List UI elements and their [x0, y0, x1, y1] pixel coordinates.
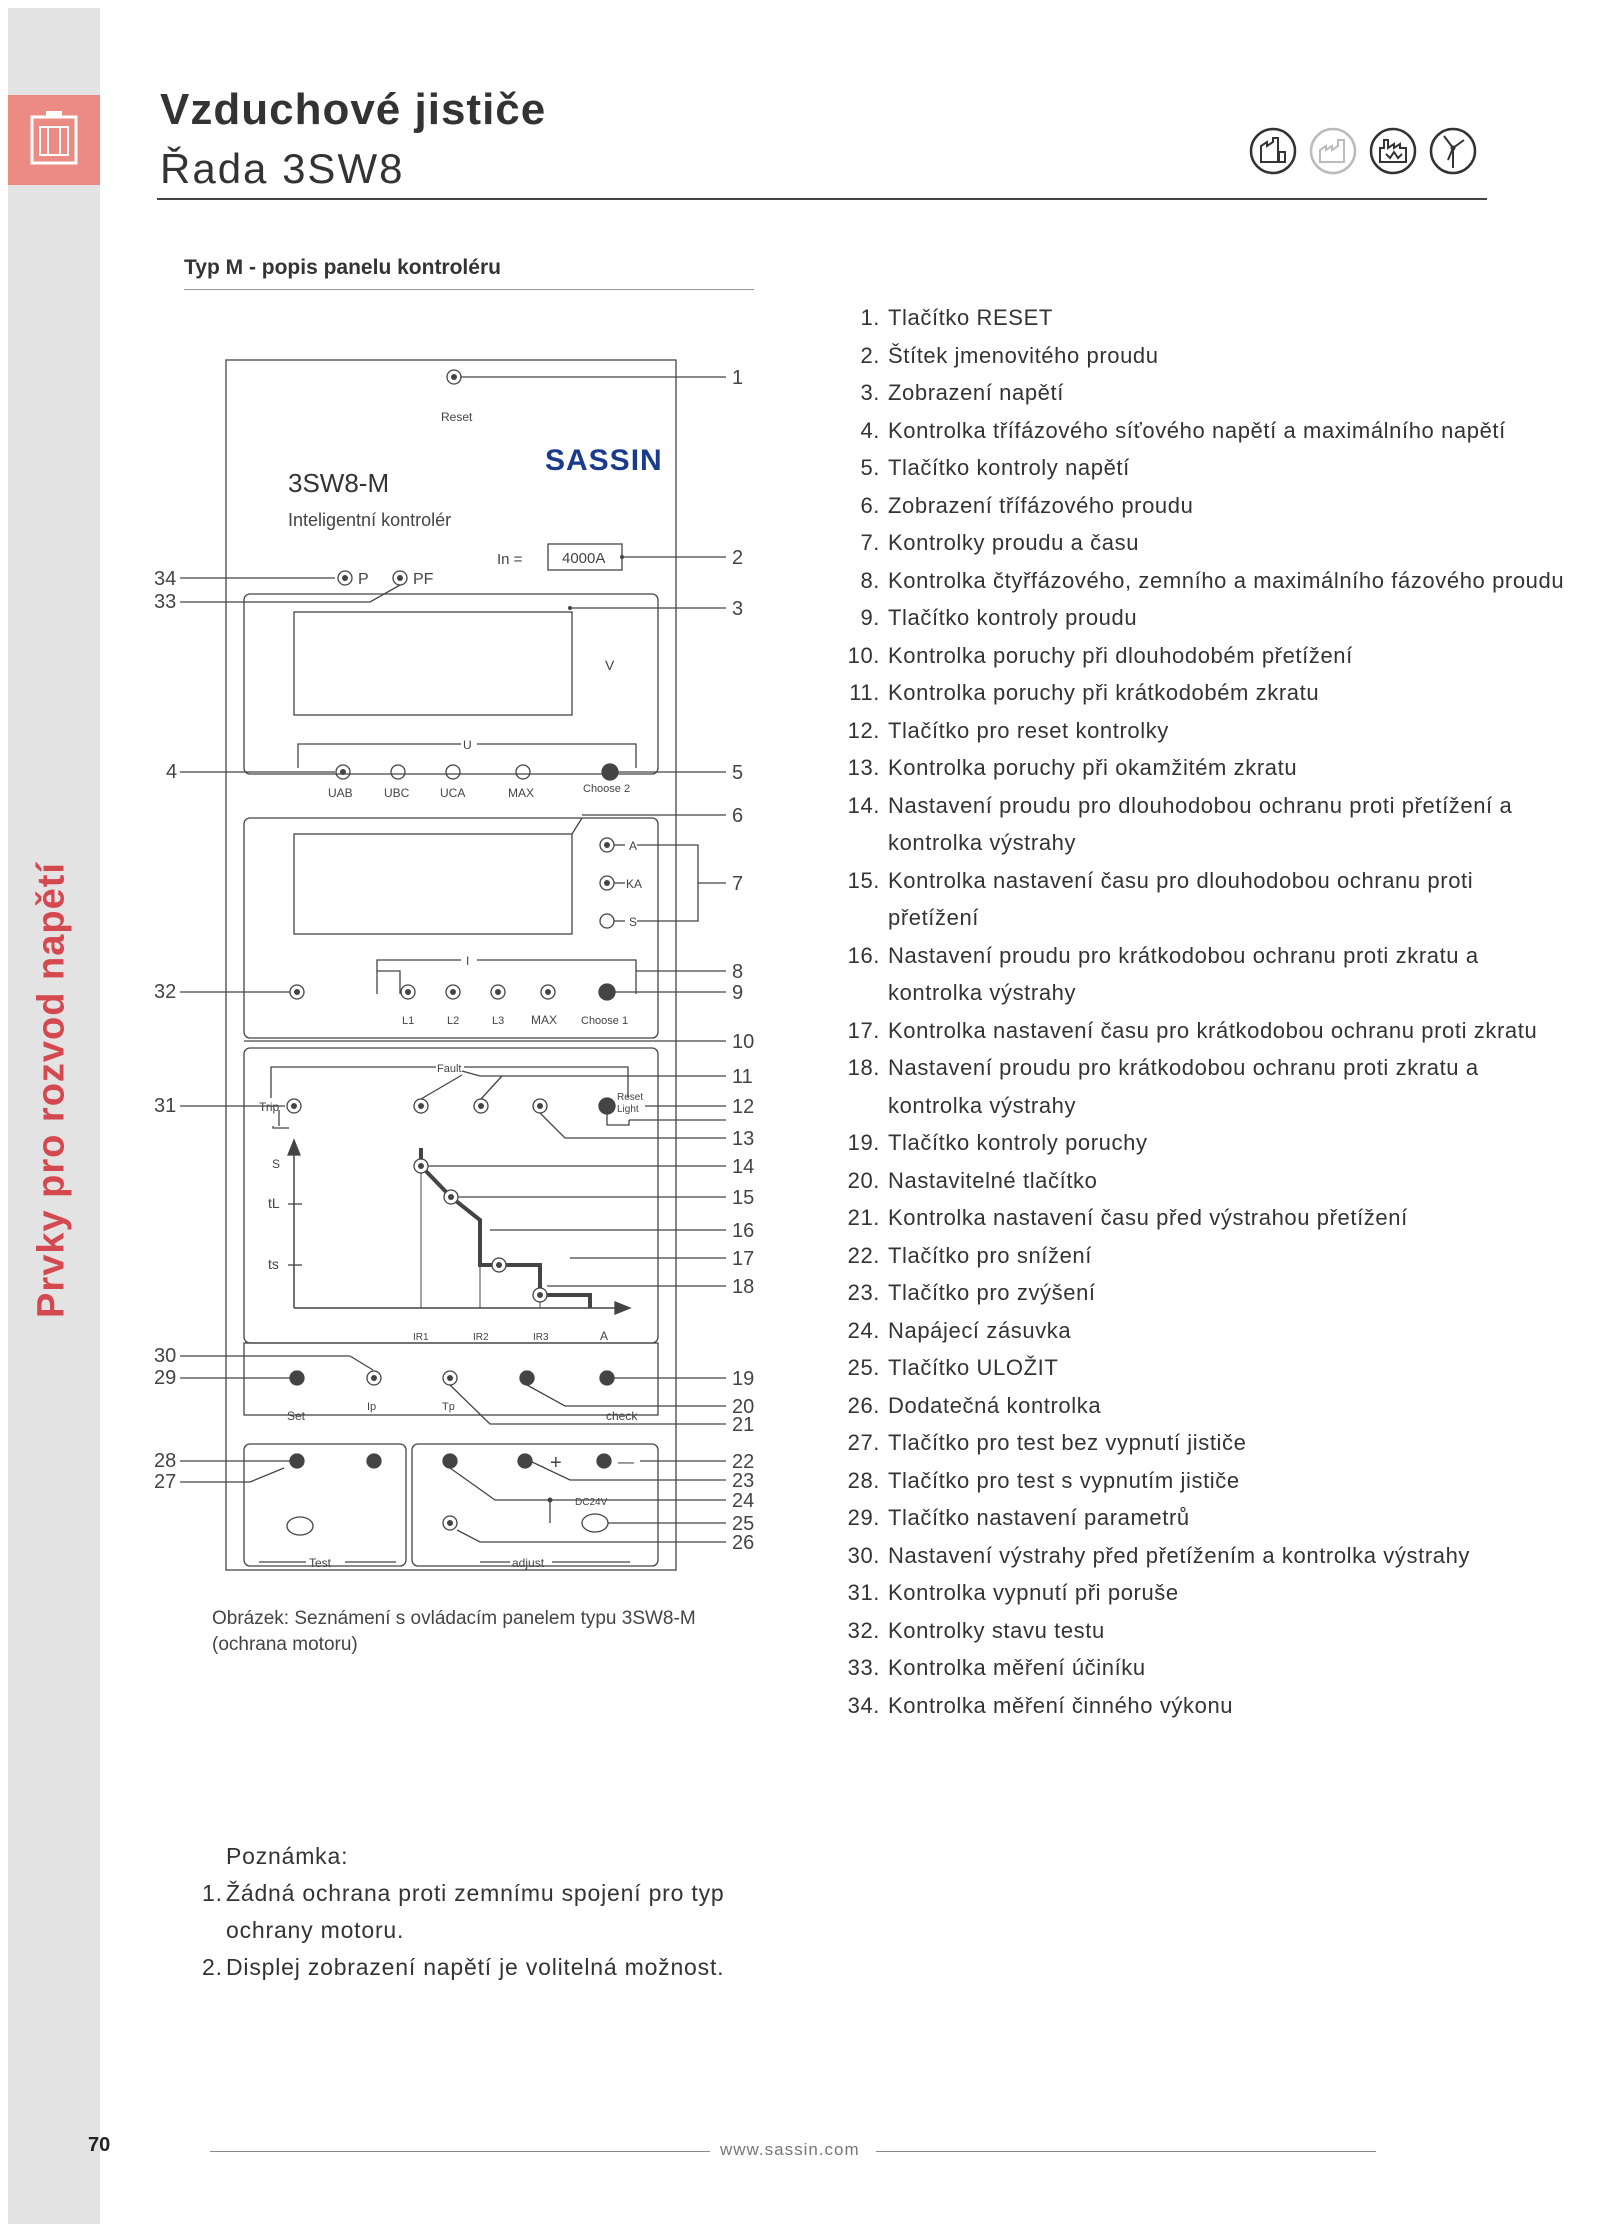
legend-item: 13. Kontrolka poruchy při okamžitém zkratu [847, 755, 1298, 780]
ubc-indicator [391, 765, 405, 779]
ubc-label: UBC [384, 786, 410, 800]
callout-34: 34 [154, 568, 177, 590]
legend-item: 6. Zobrazení třífázového proudu [860, 492, 1194, 518]
dc24v-label: DC24V [575, 1497, 608, 1508]
notes-title: Poznámka: [226, 1843, 349, 1869]
callout-15: 15 [732, 1187, 755, 1209]
power-plant-icon [1368, 126, 1418, 176]
callout-26: 26 [732, 1532, 755, 1554]
factory-icon [1308, 126, 1358, 176]
callout-23: 23 [732, 1470, 755, 1492]
legend-item: 10. Kontrolka poruchy při dlouhodobém přetížení [847, 642, 1353, 668]
legend-item: 11. Kontrolka poruchy při krátkodobém zkratu [849, 680, 1320, 705]
callout-13: 13 [732, 1128, 755, 1150]
legend-list [830, 299, 1570, 1724]
legend-item: 21. Kontrolka nastavení času před výstrahou přetížení [847, 1205, 1408, 1230]
imax-label: MAX [531, 1013, 558, 1027]
callout-28: 28 [154, 1450, 177, 1472]
section-title: Typ M - popis panelu kontroléru [184, 256, 501, 279]
callout-10: 10 [732, 1031, 755, 1053]
callout-14: 14 [732, 1156, 755, 1178]
ir3-label: IR3 [533, 1332, 549, 1343]
page-title: Vzduchové jističe [160, 85, 547, 134]
uab-label: UAB [328, 786, 353, 800]
legend-item: 33. Kontrolka měření účiníku [847, 1655, 1146, 1680]
axis-s-label: S [272, 1157, 281, 1171]
amp-unit: A [629, 839, 638, 853]
industrial-building-icon [1248, 126, 1298, 176]
check-label: check [606, 1409, 638, 1423]
callout-30: 30 [154, 1345, 177, 1367]
legend-item: 26. Dodatečná kontrolka [847, 1392, 1102, 1418]
callout-12: 12 [732, 1096, 755, 1118]
minus-sign: — [618, 1454, 634, 1471]
controller-panel-svg [150, 340, 780, 1590]
tl-label: tL [268, 1195, 280, 1211]
choose1-label: Choose 1 [581, 1015, 629, 1027]
legend-item: 9. Tlačítko kontroly proudu [860, 605, 1138, 630]
voltage-section [244, 594, 658, 774]
callout-32: 32 [154, 981, 177, 1003]
callout-2: 2 [732, 547, 744, 569]
legend-item: 29. Tlačítko nastavení parametrů [847, 1505, 1190, 1530]
legend-item: 32. Kontrolky stavu testu [847, 1617, 1105, 1643]
legend-item: 3. Zobrazení napětí [860, 380, 1064, 405]
callout-17: 17 [732, 1248, 755, 1270]
set-button [290, 1371, 304, 1385]
voltage-choose-button [602, 764, 618, 780]
test-socket [287, 1517, 313, 1535]
adjust-label: adjust [512, 1556, 545, 1570]
legend-item: 22. Tlačítko pro snížení [847, 1242, 1092, 1268]
ka-unit: KA [626, 877, 643, 891]
current-display [294, 834, 572, 934]
callout-25: 25 [732, 1513, 755, 1535]
callout-33: 33 [154, 591, 177, 613]
callout-4: 4 [166, 761, 178, 783]
trip-test-button [290, 1454, 304, 1468]
plus-sign: + [550, 1452, 562, 1474]
legend-item: 15. Kontrolka nastavení času pro dlouhodobou ochranu proti přetížení [847, 867, 1474, 930]
page-number: 70 [88, 2134, 111, 2156]
legend-item: 7. Kontrolky proudu a času [860, 530, 1140, 555]
i-label: I [466, 954, 470, 968]
umax-label: MAX [508, 786, 535, 800]
header-divider [157, 198, 1487, 200]
callout-21: 21 [732, 1414, 755, 1436]
l3-label: L3 [492, 1015, 505, 1027]
sidebar-tab [8, 95, 100, 185]
umax-indicator [516, 765, 530, 779]
callout-6: 6 [732, 805, 744, 827]
page-subtitle: Řada 3SW8 [160, 145, 405, 192]
note-item: 2. Displej zobrazení napětí je volitelná možnost. [202, 1954, 725, 1980]
legend-item: 12. Tlačítko pro reset kontrolky [847, 717, 1169, 743]
uca-label: UCA [440, 786, 466, 800]
legend-item: 23. Tlačítko pro zvýšení [847, 1280, 1096, 1305]
legend-item: 17. Kontrolka nastavení času pro krátkodobou ochranu proti zkratu [847, 1017, 1538, 1043]
test-block [244, 1444, 406, 1566]
notes-block [202, 1838, 786, 1986]
figure-caption: Obrázek: Seznámení s ovládacím panelem typu 3SW8-M (ochrana motoru) [212, 1608, 696, 1655]
callout-22: 22 [732, 1451, 755, 1473]
ir2-label: IR2 [473, 1332, 489, 1343]
controller-panel-diagram [150, 340, 780, 1590]
sidebar-vertical-label: Prvky pro rozvod napětí [30, 862, 73, 1318]
decrease-button [443, 1454, 457, 1468]
model-name: 3SW8-M [288, 468, 390, 498]
increase-button [518, 1454, 532, 1468]
callout-24: 24 [732, 1490, 755, 1512]
header-icons [1248, 126, 1478, 176]
switchgear-icon [28, 111, 80, 169]
callout-8: 8 [732, 961, 744, 983]
v-label: V [605, 657, 615, 673]
ip-label: Ip [367, 1401, 377, 1413]
rating-value: 4000A [562, 550, 606, 567]
callout-27: 27 [154, 1471, 177, 1493]
callout-7: 7 [732, 873, 744, 895]
check-button [520, 1371, 534, 1385]
fault-label: Fault [437, 1063, 462, 1075]
s-unit: S [629, 915, 638, 929]
legend-item: 1. Tlačítko RESET [860, 305, 1053, 330]
legend-item: 28. Tlačítko pro test s vypnutím jističe [847, 1467, 1240, 1493]
reset-label: Reset [441, 410, 473, 424]
in-label: In = [497, 551, 523, 568]
callout-19: 19 [732, 1368, 755, 1390]
save-button [597, 1454, 611, 1468]
trip-label: Trip [259, 1100, 280, 1114]
l1-label: L1 [402, 1015, 415, 1027]
uca-indicator [446, 765, 460, 779]
callout-3: 3 [732, 598, 744, 620]
reset-light-button [599, 1098, 615, 1114]
callout-29: 29 [154, 1367, 177, 1389]
power-socket [582, 1514, 608, 1532]
legend-item: 4. Kontrolka třífázového síťového napětí a maximálního napětí [860, 417, 1506, 443]
legend-item: 5. Tlačítko kontroly napětí [860, 455, 1130, 480]
callout-16: 16 [732, 1220, 755, 1242]
legend-item: 25. Tlačítko ULOŽIT [847, 1355, 1059, 1380]
model-description: Inteligentní kontrolér [288, 510, 452, 530]
legend-item: 14. Nastavení proudu pro dlouhodobou ochranu proti přetížení a kontrolka výstrahy [847, 792, 1513, 855]
reset-light-label-2: Light [617, 1104, 639, 1115]
note-item: 1. Žádná ochrana proti zemnímu spojení pro typ ochrany motoru. [202, 1880, 725, 1943]
legend-item: 27. Tlačítko pro test bez vypnutí jističe [847, 1430, 1247, 1455]
wind-turbine-icon [1428, 126, 1478, 176]
ir1-label: IR1 [413, 1332, 429, 1343]
footer-line-left [210, 2151, 710, 2152]
legend-item: 34. Kontrolka měření činného výkonu [847, 1692, 1234, 1718]
s-indicator [600, 914, 614, 928]
legend-item: 31. Kontrolka vypnutí při poruše [847, 1580, 1179, 1605]
legend-item: 20. Nastavitelné tlačítko [847, 1167, 1098, 1193]
legend-item: 8. Kontrolka čtyřfázového, zemního a maximálního fázového proudu [860, 567, 1565, 593]
legend-item: 18. Nastavení proudu pro krátkodobou ochranu proti zkratu a kontrolka výstrahy [847, 1055, 1479, 1118]
callout-20: 20 [732, 1396, 755, 1418]
legend-item: 16. Nastavení proudu pro krátkodobou ochranu proti zkratu a kontrolka výstrahy [847, 942, 1479, 1005]
callout-9: 9 [732, 982, 744, 1004]
callout-18: 18 [732, 1276, 755, 1298]
current-section [244, 818, 658, 1038]
legend-item: 30. Nastavení výstrahy před přetížením a kontrolka výstrahy [847, 1542, 1471, 1568]
set-label: Set [287, 1409, 306, 1423]
tp-label: Tp [442, 1401, 455, 1413]
reset-light-label-1: Reset [617, 1092, 644, 1103]
brand-logo: SASSIN [545, 444, 663, 477]
voltage-display [294, 612, 572, 715]
ts-label: ts [268, 1256, 279, 1272]
legend-item: 2. Štítek jmenovitého proudu [860, 342, 1159, 368]
current-choose-button [599, 984, 615, 1000]
footer-line-right [876, 2151, 1376, 2152]
callout-5: 5 [732, 762, 744, 784]
legend-item: 19. Tlačítko kontroly poruchy [847, 1130, 1148, 1155]
a-label: A [600, 1329, 609, 1343]
pf-label: PF [413, 571, 434, 588]
adjust-button [600, 1371, 614, 1385]
section-divider [184, 289, 754, 290]
p-label: P [358, 571, 369, 588]
footer-url[interactable]: www.sassin.com [720, 2140, 860, 2159]
choose2-label: Choose 2 [583, 783, 631, 795]
callout-31: 31 [154, 1095, 177, 1117]
panel-outline [226, 360, 676, 1570]
u-label: U [463, 738, 472, 752]
test-label: Test [309, 1556, 332, 1570]
no-trip-test-button [367, 1454, 381, 1468]
l2-label: L2 [447, 1015, 460, 1027]
callout-11: 11 [732, 1066, 753, 1088]
callout-1: 1 [732, 367, 744, 389]
legend-item: 24. Napájecí zásuvka [847, 1317, 1072, 1343]
